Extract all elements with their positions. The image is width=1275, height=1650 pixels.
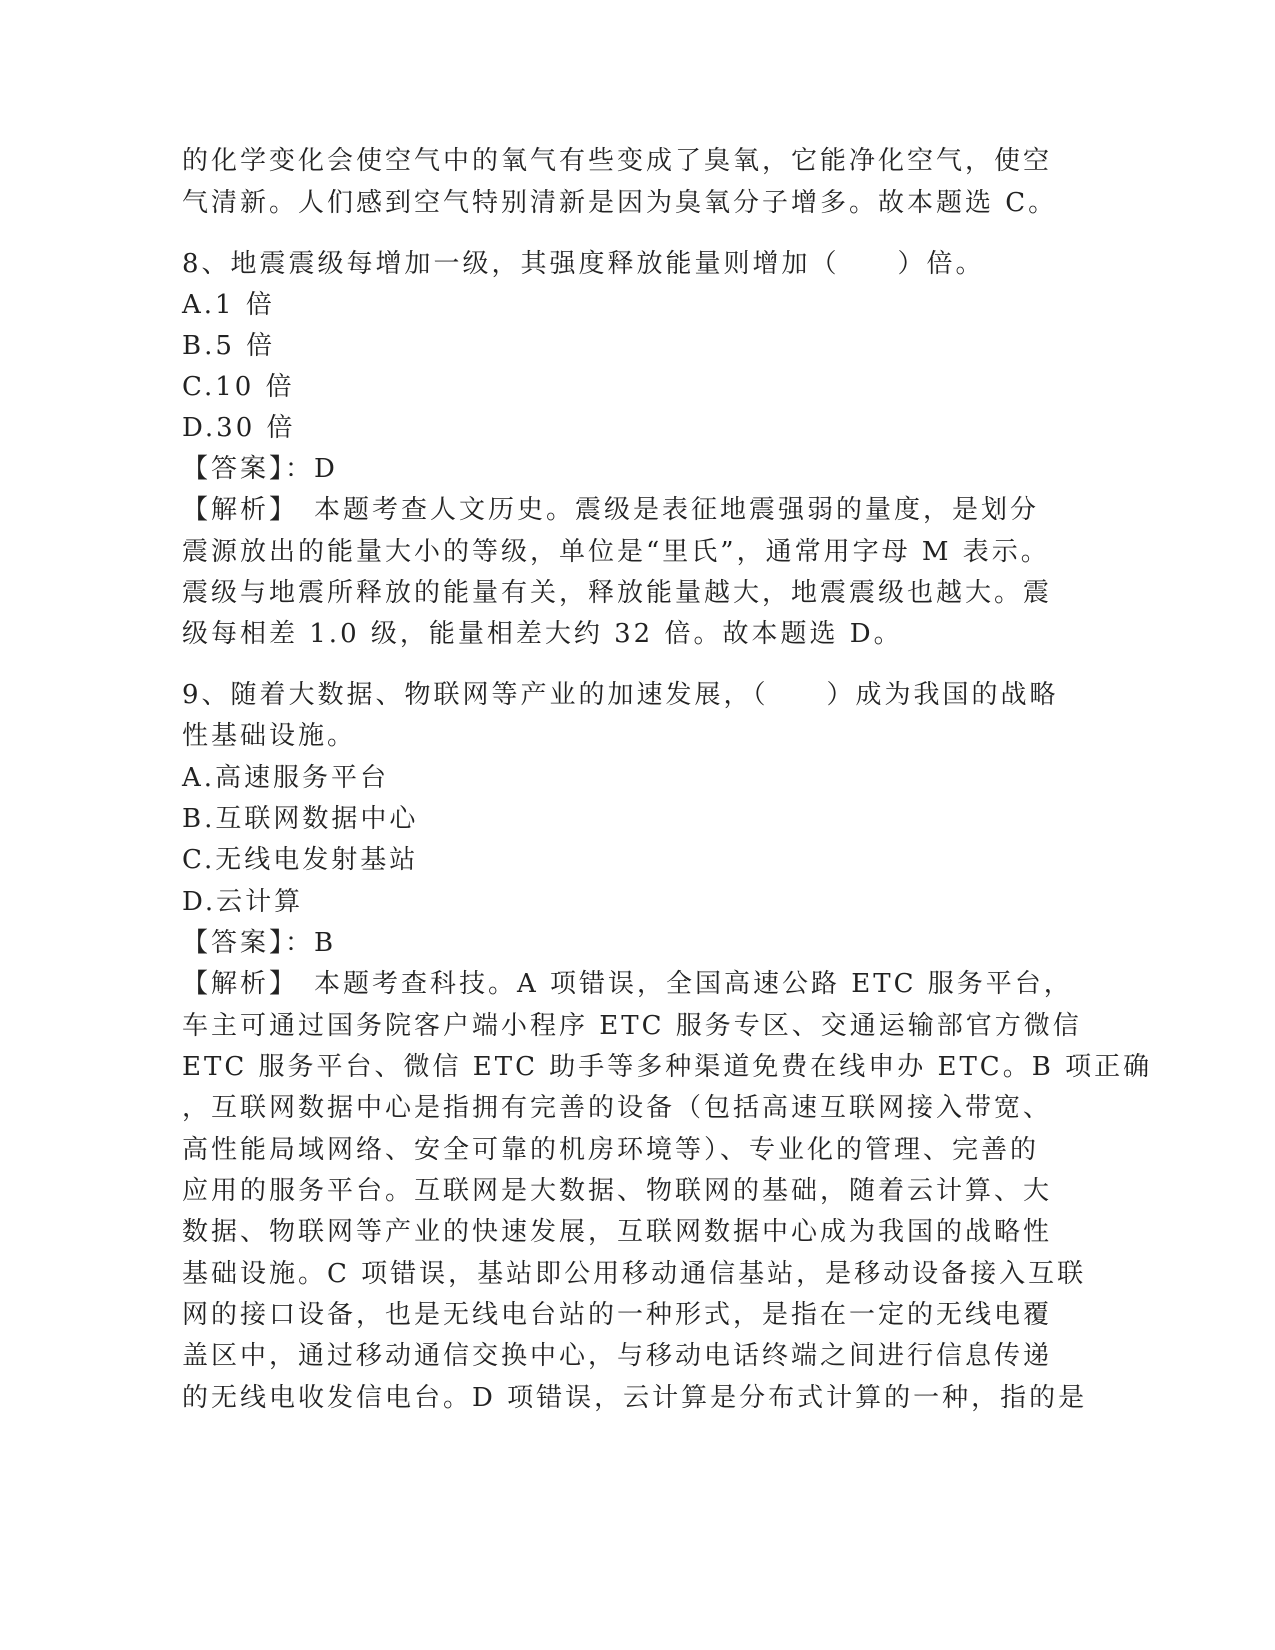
question-8-analysis-line-4: 级每相差 1.0 级，能量相差大约 32 倍。故本题选 D。: [182, 619, 903, 649]
question-8-option-b: B.5 倍: [182, 331, 276, 361]
question-9-analysis-line-6: 应用的服务平台。互联网是大数据、物联网的基础，随着云计算、大: [182, 1176, 1053, 1206]
question-8-answer: 【答案】：D: [182, 454, 338, 484]
question-9-stem-line-1: 9、随着大数据、物联网等产业的加速发展，（ ）成为我国的战略: [182, 680, 1059, 710]
question-8-option-c: C.10 倍: [182, 372, 295, 402]
question-9-analysis-line-2: 车主可通过国务院客户端小程序 ETC 服务专区、交通运输部官方微信: [182, 1011, 1082, 1041]
question-8-stem: 8、地震震级每增加一级，其强度释放能量则增加（ ）倍。: [182, 249, 985, 279]
question-9-answer: 【答案】：B: [182, 928, 337, 958]
question-9-stem-line-2: 性基础设施。: [182, 721, 357, 751]
question-8-option-d: D.30 倍: [182, 413, 296, 443]
question-9-analysis-line-7: 数据、物联网等产业的快速发展，互联网数据中心成为我国的战略性: [182, 1217, 1053, 1247]
question-8-option-a: A.1 倍: [182, 290, 275, 320]
question-9-option-a: A.高速服务平台: [182, 763, 390, 793]
question-8-analysis-line-1: 【解析】 本题考查人文历史。震级是表征地震强弱的量度，是划分: [182, 495, 1040, 525]
question-9-analysis-line-4: ，互联网数据中心是指拥有完善的设备（包括高速互联网接入带宽、: [182, 1093, 1053, 1123]
question-9-analysis-line-3: ETC 服务平台、微信 ETC 助手等多种渠道免费在线申办 ETC。B 项正确: [182, 1052, 1153, 1082]
question-9-option-b: B.互联网数据中心: [182, 804, 419, 834]
question-8-analysis-line-3: 震级与地震所释放的能量有关，释放能量越大，地震震级也越大。震: [182, 578, 1053, 608]
question-9-option-c: C.无线电发射基站: [182, 845, 419, 875]
question-9-option-d: D.云计算: [182, 887, 304, 917]
question-9-analysis-line-5: 高性能局域网络、安全可靠的机房环境等）、专业化的管理、完善的: [182, 1135, 1040, 1165]
text-line-2: 气清新。人们感到空气特别清新是因为臭氧分子增多。故本题选 C。: [182, 188, 1058, 218]
question-9-analysis-line-9: 网的接口设备，也是无线电台站的一种形式，是指在一定的无线电覆: [182, 1300, 1053, 1330]
question-9-analysis-line-8: 基础设施。C 项错误，基站即公用移动通信基站，是移动设备接入互联: [182, 1259, 1087, 1289]
question-9-analysis-line-10: 盖区中，通过移动通信交换中心，与移动电话终端之间进行信息传递: [182, 1341, 1053, 1371]
question-8-analysis-line-2: 震源放出的能量大小的等级，单位是“里氏”，通常用字母 M 表示。: [182, 537, 1050, 567]
text-line-1: 的化学变化会使空气中的氧气有些变成了臭氧，它能净化空气，使空: [182, 146, 1053, 176]
question-9-analysis-line-11: 的无线电收发信电台。D 项错误，云计算是分布式计算的一种，指的是: [182, 1383, 1088, 1413]
question-9-analysis-line-1: 【解析】 本题考查科技。A 项错误，全国高速公路 ETC 服务平台，: [182, 969, 1073, 999]
